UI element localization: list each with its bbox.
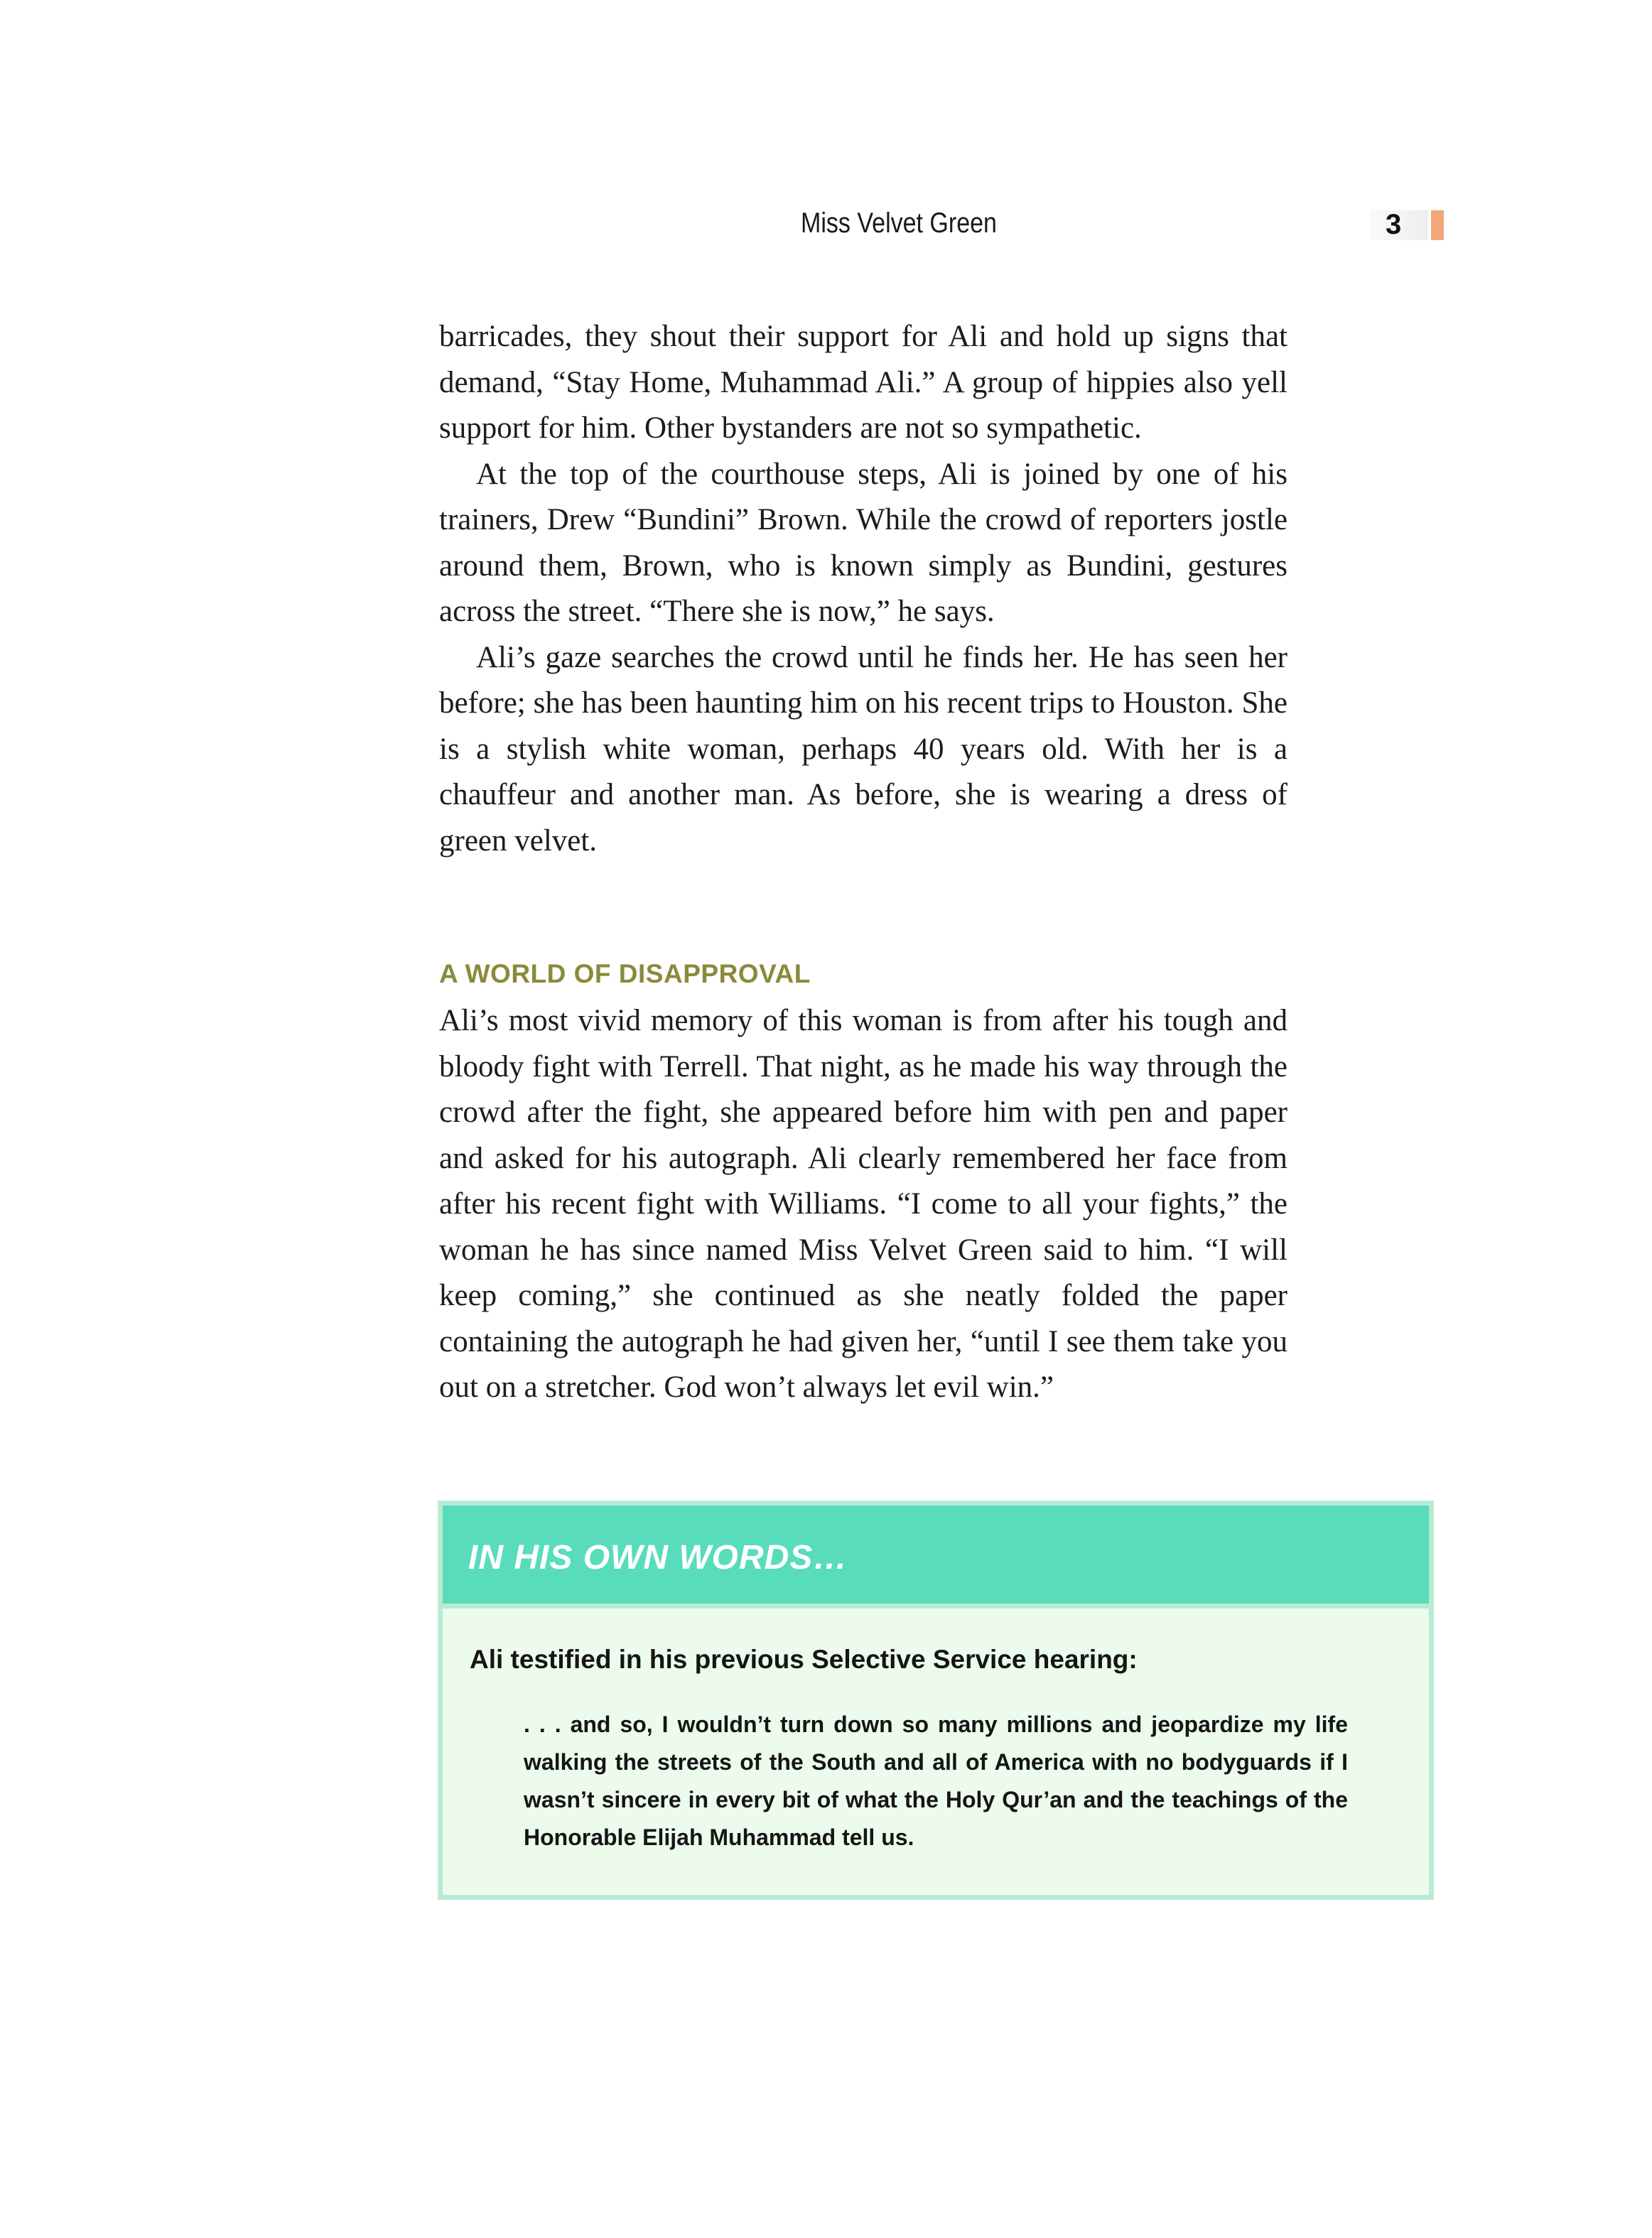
sidebar-quote: . . . and so, I wouldn’t turn down so many millions and jeopardize my life walking the streets of the South and all of America with no bodyguards if I wasn’t sincere in every bit of what the Holy Qur’an and the teachings of the Honorable Elijah Muhammad tell us. bbox=[524, 1712, 1348, 1850]
running-head-title: Miss Velvet Green bbox=[801, 207, 997, 239]
sidebar-header bbox=[443, 1505, 1429, 1609]
body-text-top bbox=[439, 314, 1287, 864]
paragraph: barricades, they shout their support for Ali and hold up signs that demand, “Stay Home, Muhammad Ali.” A group of hippies also yell support for him. Other bystanders are not so sympathetic. bbox=[439, 320, 1287, 445]
in-his-own-words-sidebar bbox=[438, 1501, 1434, 1900]
sidebar-title: IN HIS OWN WORDS… bbox=[468, 1539, 848, 1577]
page-number: 3 bbox=[1386, 209, 1402, 240]
sidebar-intro: Ali testified in his previous Selective Service hearing: bbox=[470, 1645, 1138, 1674]
paragraph: Ali’s most vivid memory of this woman is from after his tough and bloody fight with Terrell. That night, as he made his way through the crowd after the fight, she appeared before him with pen and paper and asked for his autograph. Ali clearly remembered her face from after his recent fight with Williams. “I come to all your fights,” the woman he has since named Miss Velvet Green said to him. “I will keep coming,” she continued as she neatly folded the paper containing the autograph he had given her, “until I see them take you out on a stretcher. God won’t always let evil win.” bbox=[439, 1004, 1287, 1404]
page-edge-tab bbox=[1431, 210, 1444, 240]
paragraph: At the top of the courthouse steps, Ali is joined by one of his trainers, Drew “Bundini” Brown. While the crowd of reporters jostle around them, Brown, who is known simply as Bundini, gestures across the street. “There she is now,” he says. bbox=[439, 457, 1287, 628]
body-text-section bbox=[439, 998, 1287, 1411]
section-heading: A WORLD OF DISAPPROVAL bbox=[439, 959, 811, 988]
paragraph: Ali’s gaze searches the crowd until he finds her. He has seen her before; she has been haunting him on his recent trips to Houston. She is a stylish white woman, perhaps 40 years old. With her is a chauffeur and another man. As before, she is wearing a dress of green velvet. bbox=[439, 640, 1287, 858]
